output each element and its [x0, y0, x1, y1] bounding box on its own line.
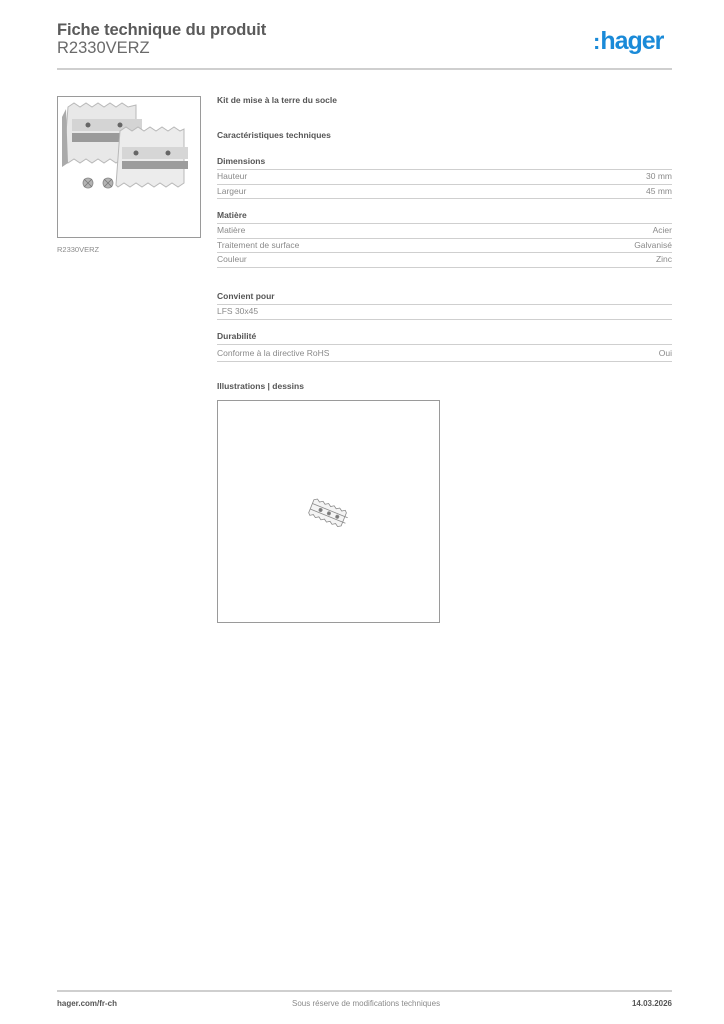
product-description: Kit de mise à la terre du socle: [217, 95, 337, 105]
page-title: Fiche technique du produit: [57, 21, 267, 39]
product-code: R2330VERZ: [57, 39, 150, 57]
footer-divider: [57, 990, 672, 992]
logo-text: hager: [600, 27, 664, 55]
spec-row: [217, 253, 672, 268]
footer-website-link[interactable]: hager.com/fr-ch: [57, 999, 118, 1008]
spec-value: 45 mm: [646, 185, 672, 196]
spec-row: [217, 239, 672, 254]
spec-row: [217, 305, 672, 320]
spec-value: Oui: [658, 348, 672, 358]
spec-value: Zinc: [655, 254, 672, 264]
section-title-characteristics: Caractéristiques techniques: [217, 130, 331, 140]
grounding-plate-drawing-icon: [218, 401, 439, 622]
footer-date: 14.03.2026: [631, 999, 672, 1008]
group-title-durability: Durabilité: [217, 331, 672, 345]
spec-label: LFS 30x45: [217, 306, 259, 316]
logo-colon: :: [593, 29, 600, 54]
product-image: [57, 96, 201, 238]
group-title-dimensions: Dimensions: [217, 156, 672, 170]
header-divider: [57, 68, 672, 70]
product-image-caption: R2330VERZ: [57, 245, 100, 254]
spec-label: Traitement de surface: [217, 239, 300, 250]
section-title-illustrations: Illustrations | dessins: [217, 381, 304, 391]
hager-logo: [593, 26, 663, 57]
spec-row: [217, 170, 672, 185]
spec-value: 30 mm: [646, 171, 672, 181]
spec-label: Matière: [217, 225, 246, 235]
spec-row: [217, 185, 672, 200]
footer-disclaimer: Sous réserve de modifications techniques: [292, 999, 441, 1008]
spec-row: [217, 347, 672, 362]
spec-label: Couleur: [217, 254, 247, 264]
spec-label: Conforme à la directive RoHS: [217, 348, 330, 358]
spec-value: Galvanisé: [634, 239, 672, 250]
group-title-compatible: Convient pour: [217, 291, 672, 305]
spec-label: Largeur: [217, 185, 247, 196]
spec-row: [217, 224, 672, 239]
spec-value: Acier: [652, 225, 672, 235]
grounding-kit-photo-icon: [58, 97, 200, 237]
illustration-box: [217, 400, 440, 623]
group-title-material: Matière: [217, 210, 672, 224]
spec-label: Hauteur: [217, 171, 248, 181]
